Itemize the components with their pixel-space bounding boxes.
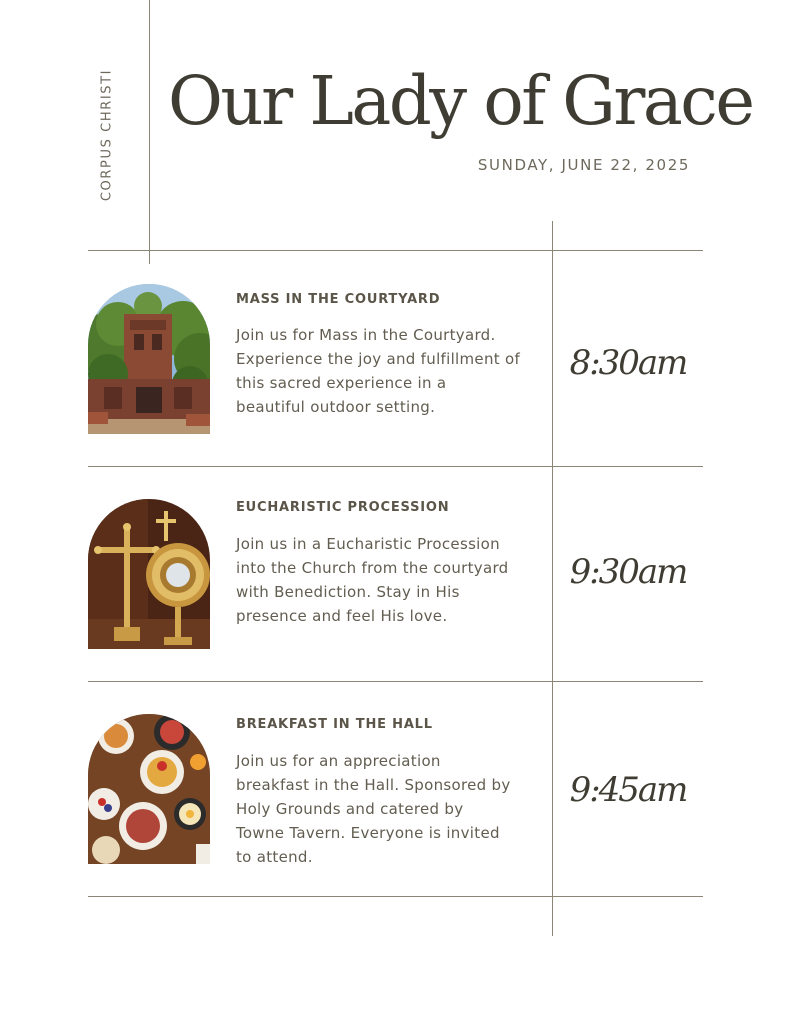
- event-description-line: presence and feel His love.: [236, 607, 448, 625]
- event-description-line: to attend.: [236, 848, 313, 866]
- event-title: BREAKFAST IN THE HALL: [236, 717, 433, 732]
- monstrance-crucifix-photo: [88, 499, 210, 649]
- table-bottom-rule: [88, 896, 703, 897]
- event-title: MASS IN THE COURTYARD: [236, 292, 441, 307]
- event-description-line: Join us for an appreciation: [236, 752, 441, 770]
- table-top-rule: [88, 250, 703, 251]
- event-time: 9:45am: [569, 770, 687, 810]
- row-divider-2: [88, 681, 703, 682]
- event-description: [236, 323, 536, 419]
- event-description-line: breakfast in the Hall. Sponsored by: [236, 776, 511, 794]
- event-description-line: into the Church from the courtyard: [236, 559, 509, 577]
- event-description-line: Holy Grounds and catered by: [236, 800, 464, 818]
- event-description: [236, 532, 536, 628]
- event-description-line: this sacred experience in a: [236, 374, 447, 392]
- event-time: 9:30am: [569, 552, 687, 592]
- event-description-line: Join us for Mass in the Courtyard.: [236, 326, 496, 344]
- event-description-line: Towne Tavern. Everyone is invited: [236, 824, 500, 842]
- event-description-line: beautiful outdoor setting.: [236, 398, 436, 416]
- event-title: EUCHARISTIC PROCESSION: [236, 500, 450, 515]
- event-description: [236, 749, 536, 869]
- courtyard-photo: [88, 284, 210, 434]
- event-date: SUNDAY, JUNE 22, 2025: [477, 156, 690, 174]
- event-description-line: Join us in a Eucharistic Procession: [236, 535, 500, 553]
- vertical-label: CORPUS CHRISTI: [99, 68, 115, 202]
- header-divider-line: [149, 0, 150, 264]
- event-description-line: Experience the joy and fulfillment of: [236, 350, 521, 368]
- event-time: 8:30am: [569, 343, 687, 383]
- row-divider-1: [88, 466, 703, 467]
- page-title: Our Lady of Grace: [168, 62, 753, 140]
- event-description-line: with Benediction. Stay in His: [236, 583, 460, 601]
- breakfast-table-photo: [88, 714, 210, 864]
